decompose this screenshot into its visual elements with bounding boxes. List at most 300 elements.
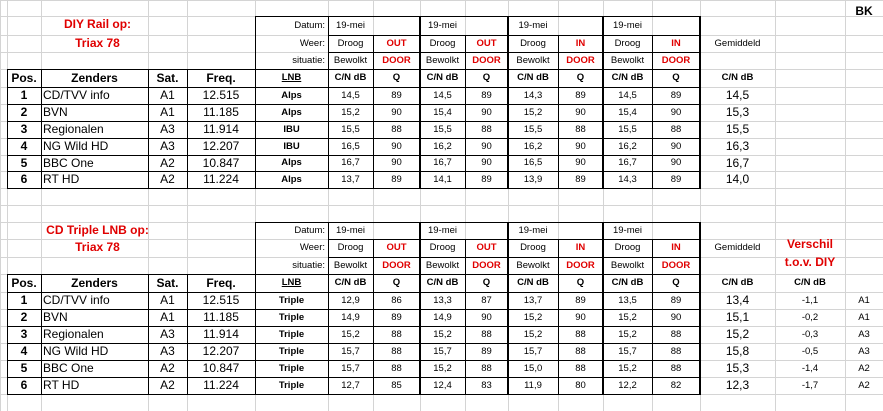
table-border xyxy=(255,360,700,361)
row-pos: 4 xyxy=(20,139,28,153)
row-diff-sat: A3 xyxy=(858,329,870,340)
row-freq: 10.847 xyxy=(202,361,240,375)
row-q-value: 90 xyxy=(391,157,402,168)
row-q-value: 90 xyxy=(391,141,402,152)
table-border xyxy=(255,222,256,395)
row-lnb: Triple xyxy=(278,295,305,306)
row-q-value: 87 xyxy=(481,295,492,306)
row-avg-cn: 15,1 xyxy=(725,310,750,324)
row-cn-value: 14,5 xyxy=(433,90,452,101)
row-pos: 5 xyxy=(20,361,28,375)
situatie-label: situatie: xyxy=(292,55,325,66)
row-lnb: Alps xyxy=(281,90,302,101)
row-cn-value: 16,7 xyxy=(618,157,637,168)
row-zender: RT HD xyxy=(43,378,80,392)
header-avg-cn: C/N dB xyxy=(721,277,754,288)
table-border xyxy=(255,326,700,327)
table-border xyxy=(255,222,700,223)
row-cn-value: 15,2 xyxy=(433,329,452,340)
row-q-value: 90 xyxy=(670,312,682,323)
table-border xyxy=(255,171,700,172)
row-q-value: 82 xyxy=(670,380,682,391)
row-sat: A1 xyxy=(160,88,175,102)
group-situatie: Bewolkt xyxy=(425,260,460,271)
group-location: IN xyxy=(671,38,681,49)
row-q-value: 90 xyxy=(481,107,492,118)
row-cn-value: 14,9 xyxy=(341,312,360,323)
table-border xyxy=(255,104,700,105)
row-zender: NG Wild HD xyxy=(43,344,109,358)
table-border xyxy=(255,138,700,139)
group-datum: 19-mei xyxy=(518,225,548,236)
row-pos: 6 xyxy=(20,378,28,392)
row-q-value: 90 xyxy=(575,107,586,118)
row-cn-value: 15,2 xyxy=(618,312,637,323)
group-door: DOOR xyxy=(382,55,411,66)
table-border xyxy=(7,155,255,156)
row-freq: 10.847 xyxy=(202,156,240,170)
header-q: Q xyxy=(576,72,585,83)
row-diff-cn: -0,3 xyxy=(801,329,819,340)
row-avg-cn: 14,0 xyxy=(725,172,750,186)
row-cn-value: 16,2 xyxy=(433,141,452,152)
table-border xyxy=(7,171,255,172)
row-zender: RT HD xyxy=(43,172,80,186)
row-q-value: 90 xyxy=(575,141,586,152)
row-q-value: 88 xyxy=(670,124,682,135)
row-cn-value: 15,2 xyxy=(341,107,360,118)
group-door: DOOR xyxy=(382,260,411,271)
group-datum: 19-mei xyxy=(612,225,643,236)
row-pos: 6 xyxy=(20,172,28,186)
row-q-value: 89 xyxy=(481,174,492,185)
row-lnb: Triple xyxy=(278,380,305,391)
table-border xyxy=(7,309,255,310)
group-weer: Droog xyxy=(520,242,546,253)
row-sat: A2 xyxy=(160,172,175,186)
header-q: Q xyxy=(672,72,680,83)
header-cn: C/N dB xyxy=(517,277,549,288)
row-zender: BVN xyxy=(43,105,68,119)
row-zender: CD/TVV info xyxy=(43,88,110,102)
header-cn: C/N dB xyxy=(426,277,459,288)
row-q-value: 88 xyxy=(575,329,586,340)
table-border xyxy=(255,292,700,293)
table-border xyxy=(255,188,700,189)
group-door: DOOR xyxy=(472,55,501,66)
row-avg-cn: 16,3 xyxy=(725,139,750,153)
row-sat: A2 xyxy=(160,361,175,375)
table-border xyxy=(255,155,700,156)
group-door: DOOR xyxy=(566,55,595,66)
table-border xyxy=(255,69,700,70)
group-location: IN xyxy=(575,38,586,49)
row-sat: A1 xyxy=(160,310,175,324)
header-freq: Freq. xyxy=(206,71,236,85)
group-situatie: Bewolkt xyxy=(425,55,460,66)
table-border xyxy=(255,309,700,310)
group-weer: Droog xyxy=(429,242,456,253)
row-freq: 12.207 xyxy=(202,139,240,153)
situatie-label: situatie: xyxy=(292,260,325,271)
header-lnb: LNB xyxy=(281,277,302,288)
table-border xyxy=(373,239,374,394)
weer-label: Weer: xyxy=(299,38,325,49)
row-sat: A1 xyxy=(160,105,175,119)
row-sat: A1 xyxy=(160,293,175,307)
header-cn: C/N dB xyxy=(611,72,644,83)
group-datum: 19-mei xyxy=(518,20,548,31)
row-pos: 2 xyxy=(20,105,28,119)
group-location: OUT xyxy=(386,38,407,49)
row-q-value: 89 xyxy=(670,295,682,306)
corner-label: BK xyxy=(855,4,873,18)
row-q-value: 88 xyxy=(670,346,682,357)
table-border xyxy=(7,188,255,189)
row-q-value: 89 xyxy=(670,90,682,101)
table-border xyxy=(328,222,329,395)
row-cn-value: 15,7 xyxy=(341,363,360,374)
table-border xyxy=(699,222,701,395)
header-sat: Sat. xyxy=(156,276,179,290)
header-avg-cn: C/N dB xyxy=(721,72,754,83)
row-sat: A2 xyxy=(160,378,175,392)
group-weer: Droog xyxy=(429,38,456,49)
table-border xyxy=(7,326,255,327)
group-door: DOOR xyxy=(566,260,595,271)
table-border xyxy=(328,257,700,258)
group-location: OUT xyxy=(386,242,407,253)
row-avg-cn: 15,2 xyxy=(725,327,750,341)
row-cn-value: 15,5 xyxy=(523,124,543,135)
row-q-value: 88 xyxy=(575,124,586,135)
row-diff-sat: A2 xyxy=(858,363,870,374)
row-cn-value: 14,3 xyxy=(618,174,637,185)
group-situatie: Bewolkt xyxy=(610,55,645,66)
group-weer: Droog xyxy=(337,242,364,253)
row-q-value: 88 xyxy=(481,329,492,340)
header-freq: Freq. xyxy=(206,276,236,290)
header-pos: Pos. xyxy=(11,276,37,290)
row-freq: 12.207 xyxy=(202,344,240,358)
row-diff-cn: -0,5 xyxy=(801,346,819,357)
table-border xyxy=(419,222,421,395)
header-q: Q xyxy=(576,277,585,288)
table-border xyxy=(465,35,466,188)
row-pos: 1 xyxy=(20,88,28,102)
table-border xyxy=(148,69,149,189)
row-pos: 4 xyxy=(20,344,28,358)
header-sat: Sat. xyxy=(156,71,179,85)
row-zender: Regionalen xyxy=(43,327,104,341)
table-border xyxy=(7,274,255,275)
row-cn-value: 16,2 xyxy=(618,141,637,152)
table-border xyxy=(602,16,604,189)
table-border xyxy=(148,274,149,395)
row-q-value: 89 xyxy=(575,90,586,101)
gemiddeld-label: Gemiddeld xyxy=(714,38,761,49)
row-q-value: 80 xyxy=(575,380,586,391)
row-diff-cn: -0,2 xyxy=(801,312,819,323)
row-avg-cn: 14,5 xyxy=(725,88,750,102)
row-avg-cn: 15,5 xyxy=(725,122,750,136)
row-cn-value: 14,1 xyxy=(433,174,452,185)
row-q-value: 88 xyxy=(670,363,682,374)
row-cn-value: 15,2 xyxy=(618,363,637,374)
row-cn-value: 14,9 xyxy=(433,312,452,323)
row-zender: BVN xyxy=(43,310,68,324)
group-door: DOOR xyxy=(472,260,501,271)
row-q-value: 90 xyxy=(575,157,586,168)
row-cn-value: 16,5 xyxy=(523,157,543,168)
table-border xyxy=(187,274,188,395)
table-border xyxy=(558,239,559,394)
row-lnb: Triple xyxy=(278,312,305,323)
row-lnb: Triple xyxy=(278,346,305,357)
row-diff-sat: A1 xyxy=(858,312,870,323)
header-q: Q xyxy=(482,277,491,288)
row-sat: A3 xyxy=(160,344,175,358)
row-q-value: 86 xyxy=(391,295,402,306)
row-lnb: Alps xyxy=(281,174,302,185)
header-cn: C/N dB xyxy=(611,277,644,288)
table-border xyxy=(7,87,255,88)
row-freq: 11.914 xyxy=(203,122,239,136)
row-cn-value: 15,7 xyxy=(523,346,543,357)
row-q-value: 90 xyxy=(575,312,586,323)
group-datum: 19-mei xyxy=(335,20,366,31)
header-q: Q xyxy=(672,277,680,288)
row-cn-value: 15,5 xyxy=(618,124,637,135)
group-datum: 19-mei xyxy=(335,225,366,236)
row-cn-value: 15,4 xyxy=(618,107,637,118)
group-door: DOOR xyxy=(661,260,691,271)
table-border xyxy=(41,274,42,395)
table-border xyxy=(652,35,653,188)
table-border xyxy=(507,16,509,189)
group-weer: Droog xyxy=(520,38,546,49)
row-q-value: 88 xyxy=(481,363,492,374)
row-cn-value: 15,2 xyxy=(433,363,452,374)
header-q: Q xyxy=(392,277,401,288)
row-lnb: IBU xyxy=(283,141,300,152)
group-situatie: Bewolkt xyxy=(333,260,368,271)
row-cn-value: 12,4 xyxy=(433,380,452,391)
row-cn-value: 16,5 xyxy=(341,141,360,152)
row-avg-cn: 13,4 xyxy=(725,293,750,307)
row-cn-value: 15,7 xyxy=(341,346,360,357)
row-cn-value: 14,5 xyxy=(341,90,360,101)
row-cn-value: 15,5 xyxy=(341,124,360,135)
header-zenders: Zenders xyxy=(71,276,118,290)
row-cn-value: 15,4 xyxy=(433,107,452,118)
row-avg-cn: 12,3 xyxy=(725,378,750,392)
row-q-value: 88 xyxy=(391,124,402,135)
row-lnb: Alps xyxy=(281,107,302,118)
table-border xyxy=(7,360,255,361)
row-pos: 3 xyxy=(20,122,28,136)
row-lnb: IBU xyxy=(283,124,300,135)
row-cn-value: 16,2 xyxy=(523,141,543,152)
header-cn: C/N dB xyxy=(334,72,367,83)
row-cn-value: 13,9 xyxy=(523,174,543,185)
row-diff-cn: -1,7 xyxy=(801,380,819,391)
datum-label: Datum: xyxy=(294,20,325,31)
row-cn-value: 15,7 xyxy=(433,346,452,357)
table-border xyxy=(373,35,374,188)
header-q: Q xyxy=(392,72,401,83)
group-datum: 19-mei xyxy=(612,20,643,31)
row-freq: 11.914 xyxy=(203,327,239,341)
row-q-value: 90 xyxy=(670,157,682,168)
row-cn-value: 15,7 xyxy=(618,346,637,357)
row-sat: A3 xyxy=(160,122,175,136)
group-datum: 19-mei xyxy=(427,225,458,236)
weer-label: Weer: xyxy=(299,242,325,253)
row-avg-cn: 15,3 xyxy=(725,105,750,119)
table-border xyxy=(7,69,8,189)
section-title: DIY Rail op: xyxy=(63,17,132,31)
row-lnb: Triple xyxy=(278,329,305,340)
row-q-value: 88 xyxy=(391,329,402,340)
group-situatie: Bewolkt xyxy=(333,55,368,66)
header-cn: C/N dB xyxy=(517,72,549,83)
row-cn-value: 15,2 xyxy=(618,329,637,340)
table-border xyxy=(7,377,255,378)
row-sat: A2 xyxy=(160,156,175,170)
table-border xyxy=(419,16,421,189)
row-diff-sat: A2 xyxy=(858,380,870,391)
row-cn-value: 14,3 xyxy=(523,90,543,101)
row-cn-value: 16,7 xyxy=(341,157,360,168)
table-border xyxy=(7,292,255,293)
table-border xyxy=(7,343,255,344)
row-freq: 11.224 xyxy=(203,172,239,186)
row-cn-value: 15,2 xyxy=(341,329,360,340)
header-q: Q xyxy=(482,72,491,83)
row-cn-value: 13,3 xyxy=(433,295,452,306)
row-zender: BBC One xyxy=(43,361,94,375)
table-border xyxy=(255,394,700,395)
row-cn-value: 15,2 xyxy=(523,312,543,323)
row-avg-cn: 15,8 xyxy=(725,344,750,358)
row-q-value: 90 xyxy=(391,107,402,118)
row-zender: Regionalen xyxy=(43,122,104,136)
table-border xyxy=(255,121,700,122)
row-cn-value: 15,0 xyxy=(523,363,543,374)
row-avg-cn: 15,3 xyxy=(725,361,750,375)
row-diff-sat: A1 xyxy=(858,295,870,306)
row-lnb: Triple xyxy=(278,363,305,374)
table-border xyxy=(7,104,255,105)
row-cn-value: 11,9 xyxy=(524,380,542,391)
group-weer: Droog xyxy=(614,38,641,49)
row-diff-sat: A3 xyxy=(858,346,870,357)
row-freq: 11.224 xyxy=(203,378,239,392)
row-q-value: 88 xyxy=(575,346,586,357)
header-pos: Pos. xyxy=(11,71,37,85)
row-q-value: 89 xyxy=(391,90,402,101)
row-freq: 12.515 xyxy=(202,88,240,102)
row-freq: 12.515 xyxy=(202,293,240,307)
group-location: OUT xyxy=(476,38,497,49)
header-zenders: Zenders xyxy=(71,71,118,85)
row-q-value: 88 xyxy=(391,346,402,357)
row-lnb: Alps xyxy=(281,157,302,168)
table-border xyxy=(558,35,559,188)
section-subtitle: Triax 78 xyxy=(75,240,120,254)
section-title: CD Triple LNB op: xyxy=(46,223,149,237)
header-cn: C/N dB xyxy=(334,277,367,288)
table-border xyxy=(255,377,700,378)
verschil-sublabel: t.o.v. DIY xyxy=(784,255,836,269)
table-border xyxy=(7,69,255,70)
row-q-value: 88 xyxy=(391,363,402,374)
row-pos: 5 xyxy=(20,156,28,170)
row-q-value: 89 xyxy=(481,346,492,357)
group-weer: Droog xyxy=(337,38,364,49)
row-q-value: 90 xyxy=(670,107,682,118)
row-pos: 1 xyxy=(20,293,28,307)
row-q-value: 90 xyxy=(481,141,492,152)
row-q-value: 89 xyxy=(391,174,402,185)
row-q-value: 90 xyxy=(670,141,682,152)
table-border xyxy=(602,222,604,395)
table-border xyxy=(507,222,509,395)
table-border xyxy=(7,394,255,395)
table-border xyxy=(328,16,329,189)
table-border xyxy=(255,16,700,17)
row-cn-value: 15,5 xyxy=(433,124,452,135)
row-zender: BBC One xyxy=(43,156,94,170)
table-border xyxy=(652,239,653,394)
row-cn-value: 13,5 xyxy=(618,295,637,306)
group-location: IN xyxy=(671,242,681,253)
row-sat: A3 xyxy=(160,327,175,341)
row-sat: A3 xyxy=(160,139,175,153)
group-weer: Droog xyxy=(614,242,641,253)
row-freq: 11.185 xyxy=(203,105,239,119)
table-border xyxy=(41,69,42,189)
section-subtitle: Triax 78 xyxy=(75,36,120,50)
gemiddeld-label: Gemiddeld xyxy=(714,242,761,253)
table-border xyxy=(255,274,700,275)
row-q-value: 89 xyxy=(575,174,586,185)
datum-label: Datum: xyxy=(294,225,325,236)
table-border xyxy=(7,138,255,139)
row-cn-value: 16,7 xyxy=(433,157,452,168)
group-situatie: Bewolkt xyxy=(516,260,550,271)
row-cn-value: 14,5 xyxy=(618,90,637,101)
row-zender: NG Wild HD xyxy=(43,139,109,153)
row-q-value: 90 xyxy=(481,312,492,323)
group-situatie: Bewolkt xyxy=(610,260,645,271)
row-cn-value: 13,7 xyxy=(341,174,360,185)
table-border xyxy=(7,274,8,395)
group-location: IN xyxy=(575,242,586,253)
row-pos: 2 xyxy=(20,310,28,324)
row-diff-cn: -1,4 xyxy=(801,363,819,374)
table-border xyxy=(465,239,466,394)
group-location: OUT xyxy=(476,242,497,253)
row-q-value: 85 xyxy=(391,380,402,391)
table-border xyxy=(187,69,188,189)
header-cn: C/N dB xyxy=(426,72,459,83)
group-datum: 19-mei xyxy=(427,20,458,31)
table-border xyxy=(328,52,700,53)
group-door: DOOR xyxy=(661,55,691,66)
row-pos: 3 xyxy=(20,327,28,341)
